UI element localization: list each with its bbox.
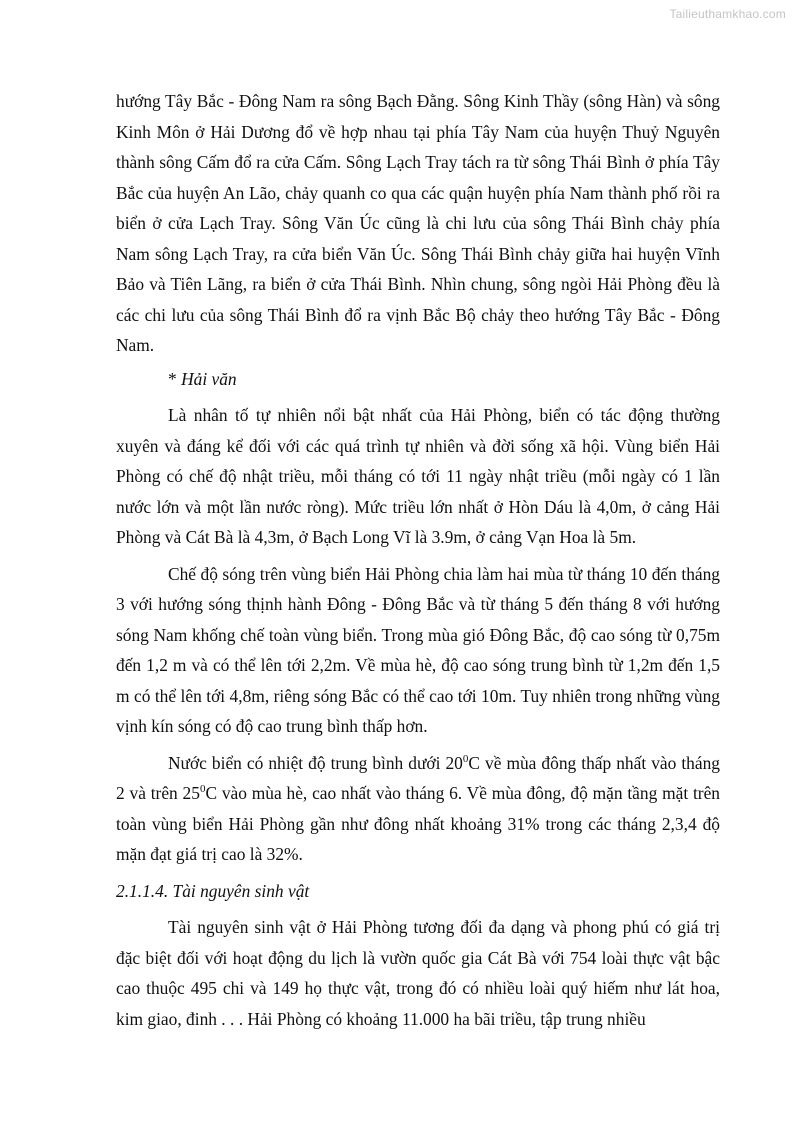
temperature-text-b: C về mùa đông thấp nhất vào tháng 2 và trên 25	[116, 752, 720, 803]
temperature-text-a: Nước biển có nhiệt độ trung bình dưới 20	[168, 752, 463, 773]
subheading-bullet: *	[168, 368, 177, 389]
subheading-text: Hải văn	[181, 368, 237, 389]
degree-superscript-1: 0	[462, 752, 469, 765]
paragraph-tides: Là nhân tố tự nhiên nổi bật nhất của Hải Phòng, biển có tác động thường xuyên và đáng kể đối với các quá trình tự nhiên và đời sống xã hội. Vùng biển Hải Phòng có chế độ nhật triều, mỗi tháng có tới 11 ngày nhật triều (mỗi ngày có 1 lần nước lớn và một lần nước ròng). Mức triều lớn nhất ở Hòn Dáu là 4,0m, ở cảng Hải Phòng và Cát Bà là 4,3m, ở Bạch Long Vĩ là 3.9m, ở cảng Vạn Hoa là 5m.	[116, 405, 720, 547]
document-body	[116, 86, 720, 1034]
paragraph-waves: Chế độ sóng trên vùng biển Hải Phòng chia làm hai mùa từ tháng 10 đến tháng 3 với hướng sóng thịnh hành Đông - Đông Bắc và từ tháng 5 đến tháng 8 với hướng sóng Nam khống chế toàn vùng biển. Trong mùa gió Đông Bắc, độ cao sóng từ 0,75m đến 1,2 m và có thể lên tới 2,2m. Về mùa hè, độ cao sóng trung bình từ 1,2m đến 1,5 m có thể lên tới 4,8m, riêng sóng Bắc có thể cao tới 10m. Tuy nhiên trong những vùng vịnh kín sóng có độ cao trung bình thấp hơn.	[116, 563, 720, 736]
paragraph-biology: Tài nguyên sinh vật ở Hải Phòng tương đối đa dạng và phong phú có giá trị đặc biệt đối với hoạt động du lịch là vườn quốc gia Cát Bà với 754 loài thực vật bậc cao thuộc 495 chi và 149 họ thực vật, trong đó có nhiều loài quý hiếm như lát hoa, kim giao, đinh . . . Hải Phòng có khoảng 11.000 ha bãi triều, tập trung nhiều	[116, 917, 720, 1029]
watermark: Tailieuthamkhao.com	[669, 7, 786, 21]
paragraph-temperature	[116, 748, 720, 870]
subheading-hai-van	[116, 364, 720, 395]
section-heading: 2.1.1.4. Tài nguyên sinh vật	[116, 880, 310, 901]
temperature-text-c: C vào mùa hè, cao nhất vào tháng 6. Về mùa đông, độ mặn tầng mặt trên toàn vùng biển Hải Phòng gần như đông nhất khoảng 31% trong các tháng 2,3,4 độ mặn đạt giá trị cao là 32%.	[116, 783, 720, 864]
paragraph-rivers: hướng Tây Bắc - Đông Nam ra sông Bạch Đằng. Sông Kinh Thầy (sông Hàn) và sông Kinh Môn ở Hải Dương đổ về hợp nhau tại phía Tây Nam của huyện Thuỷ Nguyên thành sông Cấm đổ ra cửa Cấm. Sông Lạch Tray tách ra từ sông Thái Bình ở phía Tây Bắc của huyện An Lão, chảy quanh co qua các quận huyện phía Nam thành phố rồi ra biển ở cửa Lạch Tray. Sông Văn Úc cũng là chi lưu của sông Thái Bình chảy phía Nam sông Lạch Tray, ra cửa biển Văn Úc. Sông Thái Bình chảy giữa hai huyện Vĩnh Bảo và Tiên Lãng, ra biển ở cửa Thái Bình. Nhìn chung, sông ngòi Hải Phòng đều là các chi lưu của sông Thái Bình đổ ra vịnh Bắc Bộ chảy theo hướng Tây Bắc - Đông Nam.	[116, 91, 720, 355]
degree-superscript-2: 0	[199, 783, 206, 795]
